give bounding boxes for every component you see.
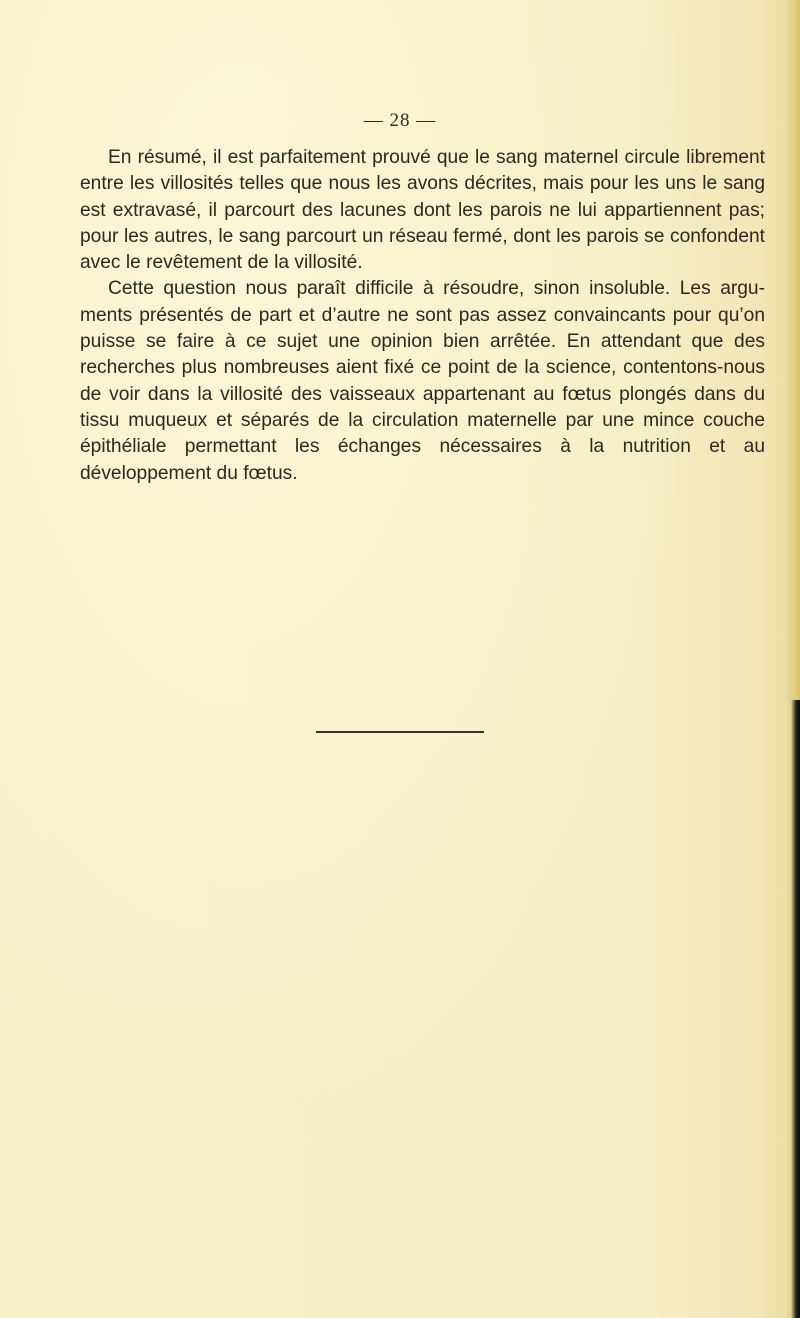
body-text [80, 145, 765, 487]
page-edge-shadow [791, 700, 800, 1318]
paragraph-1: En résumé, il est parfaitement prouvé que le sang maternel circule librement entre les villosités telles que nous les avons décrites, mais pour les uns le sang est extravasé, il parcourt des lacunes dont les parois ne lui appartiennent pas; pour les autres, le sang parcourt un réseau fermé, dont les parois se confondent avec le revêtement de la villosité. [80, 147, 765, 274]
section-divider [316, 731, 484, 733]
page-number: — 28 — [363, 110, 437, 131]
paragraph-2: Cette question nous paraît difficile à résoudre, sinon insoluble. Les arguments présentés de part et d’autre ne sont pas assez convaincants pour qu’on puisse se faire à ce sujet une opinion bien arrêtée. En attendant que des recherches plus nombreuses aient fixé ce point de la science, contentons-nous de voir dans la villosité des vaisseaux appartenant au fœtus plongés dans du tissu muqueux et séparés de la circulation maternelle par une mince couche épithéliale permettant les échanges nécessaires à la nutrition et au développement du fœtus. [80, 278, 765, 484]
